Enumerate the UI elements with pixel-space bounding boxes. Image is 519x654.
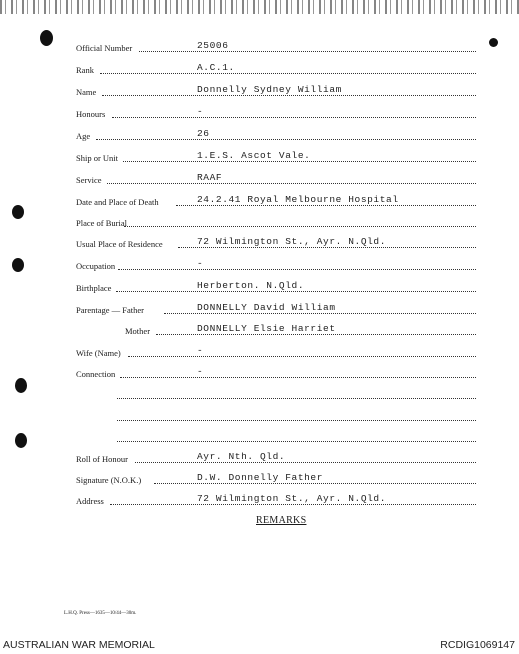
dotted-line xyxy=(128,356,476,357)
residence-row xyxy=(0,236,519,250)
dotted-line xyxy=(164,313,476,314)
occupation-label: Occupation xyxy=(76,261,116,271)
dotted-line xyxy=(154,483,476,484)
official-number-label: Official Number xyxy=(76,43,133,53)
honours-label: Honours xyxy=(76,109,106,119)
remarks-heading: REMARKS xyxy=(256,515,307,526)
connection-label: Connection xyxy=(76,369,116,379)
dotted-line xyxy=(117,420,476,421)
dotted-line xyxy=(102,95,476,96)
signature-value: D.W. Donnelly Father xyxy=(197,472,324,483)
occupation-value: - xyxy=(197,258,204,269)
dotted-line xyxy=(139,51,476,52)
burial-row xyxy=(0,215,519,229)
dotted-line xyxy=(112,117,476,118)
wife-label: Wife (Name) xyxy=(76,348,121,358)
father-row xyxy=(0,302,519,316)
signature-row xyxy=(0,472,519,486)
father-label: Parentage — Father xyxy=(76,305,144,315)
roll-label: Roll of Honour xyxy=(76,454,128,464)
official-number-row xyxy=(0,40,519,54)
scan-edge xyxy=(0,0,519,14)
dotted-line xyxy=(120,377,476,378)
honours-value: - xyxy=(197,106,204,117)
name-row xyxy=(0,84,519,98)
connection-line-2 xyxy=(0,387,519,401)
roll-row xyxy=(0,451,519,465)
dotted-line xyxy=(178,247,476,248)
dotted-line xyxy=(96,139,476,140)
address-row xyxy=(0,493,519,507)
dotted-line xyxy=(100,73,476,74)
footer-record-id: RCDIG1069147 xyxy=(440,639,515,651)
residence-value: 72 Wilmington St., Ayr. N.Qld. xyxy=(197,236,387,247)
service-value: RAAF xyxy=(197,172,223,183)
roll-value: Ayr. Nth. Qld. xyxy=(197,451,286,462)
ship-row xyxy=(0,150,519,164)
connection-value: - xyxy=(197,366,204,377)
name-label: Name xyxy=(76,87,97,97)
honours-row xyxy=(0,106,519,120)
connection-line-4 xyxy=(0,430,519,444)
rank-label: Rank xyxy=(76,65,94,75)
dotted-line xyxy=(124,226,476,227)
mother-label: Mother xyxy=(125,326,151,336)
rank-value: A.C.1. xyxy=(197,62,235,73)
occupation-row xyxy=(0,258,519,272)
birthplace-value: Herberton. N.Qld. xyxy=(197,280,305,291)
age-row xyxy=(0,128,519,142)
service-label: Service xyxy=(76,175,102,185)
dotted-line xyxy=(118,269,476,270)
mother-row xyxy=(0,323,519,337)
death-row xyxy=(0,194,519,208)
rank-row xyxy=(0,62,519,76)
printer-note: L.H.Q. Press—1635—10/44—30m. xyxy=(64,611,137,616)
connection-line-3 xyxy=(0,409,519,423)
wife-row xyxy=(0,345,519,359)
connection-row xyxy=(0,366,519,380)
burial-label: Place of Burial xyxy=(76,218,127,228)
dotted-line xyxy=(117,398,476,399)
mother-value: DONNELLY Elsie Harriet xyxy=(197,323,336,334)
dotted-line xyxy=(117,441,476,442)
ship-label: Ship or Unit xyxy=(76,153,119,163)
death-value: 24.2.41 Royal Melbourne Hospital xyxy=(197,194,399,205)
service-row xyxy=(0,172,519,186)
signature-label: Signature (N.O.K.) xyxy=(76,475,142,485)
death-label: Date and Place of Death xyxy=(76,197,159,207)
father-value: DONNELLY David William xyxy=(197,302,336,313)
dotted-line xyxy=(107,183,476,184)
address-label: Address xyxy=(76,496,104,506)
dotted-line xyxy=(123,161,476,162)
dotted-line xyxy=(135,462,476,463)
birthplace-row xyxy=(0,280,519,294)
address-value: 72 Wilmington St., Ayr. N.Qld. xyxy=(197,493,387,504)
dotted-line xyxy=(116,291,476,292)
age-label: Age xyxy=(76,131,91,141)
birthplace-label: Birthplace xyxy=(76,283,112,293)
wife-value: - xyxy=(197,345,204,356)
ship-value: 1.E.S. Ascot Vale. xyxy=(197,150,311,161)
name-value: Donnelly Sydney William xyxy=(197,84,342,95)
official-number-value: 25006 xyxy=(197,40,229,51)
dotted-line xyxy=(176,205,476,206)
dotted-line xyxy=(156,334,476,335)
age-value: 26 xyxy=(197,128,210,139)
footer-institution: AUSTRALIAN WAR MEMORIAL xyxy=(3,639,155,651)
residence-label: Usual Place of Residence xyxy=(76,239,163,249)
dotted-line xyxy=(110,504,476,505)
